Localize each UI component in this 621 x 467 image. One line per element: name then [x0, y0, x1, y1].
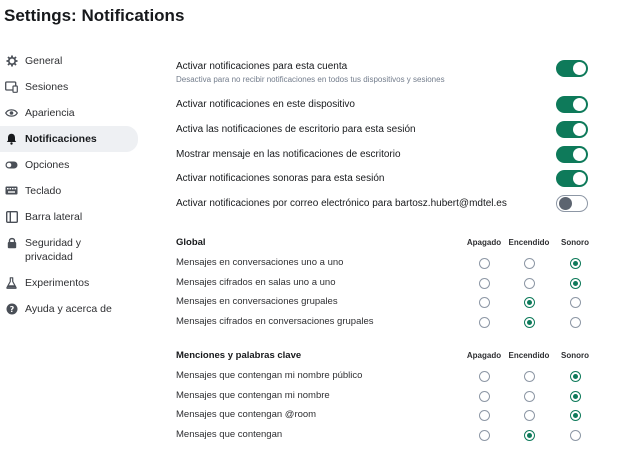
notification-row	[176, 388, 596, 406]
notification-row	[176, 294, 596, 312]
radio-off[interactable]	[479, 410, 490, 421]
eye-icon	[5, 106, 18, 119]
notification-row-label: Mensajes que contengan mi nombre público	[176, 370, 363, 381]
notification-row-label: Mensajes en conversaciones grupales	[176, 296, 338, 307]
settings-sidebar	[0, 48, 138, 322]
sidebar-item-keyboard[interactable]	[0, 178, 138, 204]
sidebar-item-label: General	[25, 55, 63, 67]
show-message-toggle[interactable]	[556, 146, 588, 163]
sidebar-item-label-line2: privacidad	[25, 251, 73, 263]
setting-show-message	[176, 149, 588, 160]
radio-loud[interactable]	[570, 371, 581, 382]
devices-icon	[5, 80, 18, 93]
setting-desktop-notifications	[176, 124, 588, 135]
setting-label: Mostrar mensaje en las notificaciones de escritorio	[176, 149, 401, 160]
notification-row-label: Mensajes en conversaciones uno a uno	[176, 257, 344, 268]
bell-icon	[5, 132, 18, 145]
radio-loud[interactable]	[570, 297, 581, 308]
sidebar-item-general[interactable]	[0, 48, 138, 74]
gear-icon	[5, 54, 18, 67]
radio-off[interactable]	[479, 278, 490, 289]
radio-off[interactable]	[479, 391, 490, 402]
sidebar-item-label: Barra lateral	[25, 211, 83, 223]
notification-row-label: Mensajes cifrados en conversaciones grupales	[176, 316, 374, 327]
svg-text:?: ?	[9, 304, 14, 314]
sidebar-item-label: Apariencia	[25, 107, 75, 119]
radio-on[interactable]	[524, 258, 535, 269]
sidebar-item-label	[25, 236, 81, 264]
column-header-on: Encendido	[508, 351, 550, 360]
setting-label: Activar notificaciones en este dispositivo	[176, 99, 355, 110]
sidebar-item-notifications[interactable]	[0, 126, 138, 152]
radio-off[interactable]	[479, 317, 490, 328]
sidebar-icon	[5, 210, 18, 223]
help-icon	[5, 302, 18, 315]
sidebar-item-options[interactable]	[0, 152, 138, 178]
setting-account-notifications	[176, 61, 588, 84]
sidebar-item-label: Sesiones	[25, 81, 69, 93]
column-header-off: Apagado	[466, 351, 502, 360]
sidebar-item-label-line1: Seguridad y	[25, 237, 82, 249]
radio-off[interactable]	[479, 258, 490, 269]
setting-device-notifications	[176, 99, 588, 110]
sidebar-item-label: Ayuda y acerca de	[25, 303, 112, 315]
sidebar-item-sessions[interactable]	[0, 74, 138, 100]
radio-loud[interactable]	[570, 410, 581, 421]
sidebar-item-appearance[interactable]	[0, 100, 138, 126]
setting-email-notifications	[176, 198, 588, 209]
sidebar-item-help[interactable]	[0, 296, 138, 322]
notification-row	[176, 427, 596, 445]
device-notifications-toggle[interactable]	[556, 96, 588, 113]
flask-icon	[5, 276, 18, 289]
desktop-notifications-toggle[interactable]	[556, 121, 588, 138]
setting-label: Activar notificaciones por correo electrónico para bartosz.hubert@mdtel.es	[176, 198, 507, 209]
notification-row-label: Mensajes que contengan mi nombre	[176, 390, 330, 401]
sidebar-item-experiments[interactable]	[0, 270, 138, 296]
radio-on[interactable]	[524, 371, 535, 382]
radio-on[interactable]	[524, 410, 535, 421]
sidebar-item-label: Teclado	[25, 185, 62, 197]
setting-label: Activar notificaciones sonoras para esta sesión	[176, 173, 385, 184]
radio-on[interactable]	[524, 297, 535, 308]
radio-loud[interactable]	[570, 391, 581, 402]
radio-loud[interactable]	[570, 317, 581, 328]
notification-row-label: Mensajes que contengan @room	[176, 409, 317, 420]
lock-icon	[5, 236, 18, 249]
keyboard-icon	[5, 184, 18, 197]
radio-loud[interactable]	[570, 258, 581, 269]
radio-on[interactable]	[524, 430, 535, 441]
setting-description: Desactiva para no recibir notificaciones en todos tus dispositivos y sesiones	[176, 75, 445, 84]
setting-label: Activar notificaciones para esta cuenta	[176, 61, 348, 72]
radio-on[interactable]	[524, 278, 535, 289]
sidebar-item-security[interactable]	[0, 230, 138, 270]
notification-row-label: Mensajes que contengan	[176, 429, 283, 440]
notification-row	[176, 255, 596, 273]
column-header-on: Encendido	[508, 238, 550, 247]
audio-notifications-toggle[interactable]	[556, 170, 588, 187]
radio-off[interactable]	[479, 371, 490, 382]
sidebar-item-label: Notificaciones	[25, 133, 97, 145]
section-heading-global: Global	[176, 237, 206, 248]
notification-row	[176, 314, 596, 332]
notification-row	[176, 368, 596, 386]
section-heading-mentions: Menciones y palabras clave	[176, 350, 302, 361]
radio-off[interactable]	[479, 430, 490, 441]
notification-row	[176, 407, 596, 425]
column-header-off: Apagado	[466, 238, 502, 247]
radio-loud[interactable]	[570, 430, 581, 441]
page-title: Settings: Notifications	[4, 6, 185, 25]
email-notifications-toggle[interactable]	[556, 195, 588, 212]
radio-loud[interactable]	[570, 278, 581, 289]
sidebar-item-label: Experimentos	[25, 277, 90, 289]
sidebar-item-label: Opciones	[25, 159, 70, 171]
notification-row-label: Mensajes cifrados en salas uno a uno	[176, 277, 336, 288]
column-header-loud: Sonoro	[561, 351, 589, 360]
account-notifications-toggle[interactable]	[556, 60, 588, 77]
radio-on[interactable]	[524, 317, 535, 328]
radio-on[interactable]	[524, 391, 535, 402]
notification-row	[176, 275, 596, 293]
sidebar-item-sidebar[interactable]	[0, 204, 138, 230]
column-header-loud: Sonoro	[561, 238, 589, 247]
radio-off[interactable]	[479, 297, 490, 308]
toggle-icon	[5, 158, 18, 171]
setting-label: Activa las notificaciones de escritorio para esta sesión	[176, 124, 416, 135]
setting-audio-notifications	[176, 173, 588, 184]
